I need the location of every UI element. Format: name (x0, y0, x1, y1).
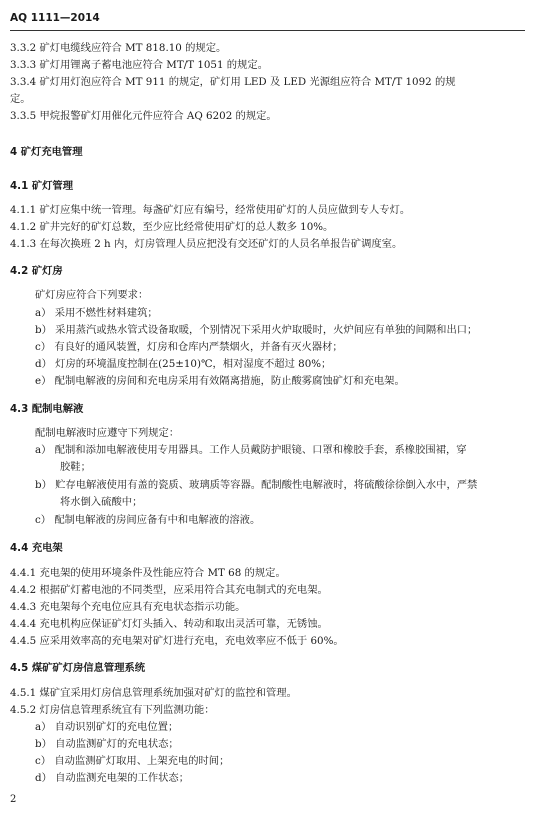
item-4-3-b-cont: 将水倒入硫酸中； (60, 496, 143, 508)
item-4-3-a-cont: 胶鞋； (60, 461, 91, 473)
clause-3-3-5: 3.3.5 甲烷报警矿灯用催化元件应符合 AQ 6202 的规定。 (10, 110, 277, 122)
clause-4-1-2: 4.1.2 矿井完好的矿灯总数，至少应比经常使用矿灯的总人数多 10%。 (10, 221, 334, 233)
item-4-3-a: a） 配制和添加电解液使用专用器具。工作人员戴防护眼镜、口罩和橡胶手套，系橡胶围裙，穿 (35, 444, 467, 456)
item-4-5-2-c: c） 自动监测矿灯取用、上架充电的时间； (35, 755, 230, 767)
item-4-2-a: a） 采用不燃性材料建筑； (35, 307, 158, 319)
clause-4-4-1: 4.4.1 充电架的使用环境条件及性能应符合 MT 68 的规定。 (10, 567, 286, 579)
clause-4-1-3: 4.1.3 在每次换班 2 h 内，灯房管理人员应把没有交还矿灯的人员名单报告矿调度室。 (10, 238, 403, 250)
clause-3-3-3: 3.3.3 矿灯用锂离子蓄电池应符合 MT/T 1051 的规定。 (10, 59, 268, 71)
item-4-2-e: e） 配制电解液的房间和充电房采用有效隔离措施，防止酸雾腐蚀矿灯和充电架。 (35, 375, 405, 387)
item-4-2-d: d） 灯房的环境温度控制在(25±10)℃，相对湿度不超过 80%； (35, 358, 332, 370)
item-4-3-b: b） 贮存电解液使用有盖的瓷质、玻璃质等容器。配制酸性电解液时，将硫酸徐徐倒入水中，严禁 (35, 479, 478, 491)
clause-3-3-4: 3.3.4 矿灯用灯泡应符合 MT 911 的规定，矿灯用 LED 及 LED 光源组应符合 MT/T 1092 的规 (10, 76, 456, 88)
clause-3-3-4-cont: 定。 (10, 93, 31, 105)
section-4-2-intro: 矿灯房应符合下列要求： (35, 289, 149, 301)
clause-4-5-2: 4.5.2 灯房信息管理系统宜有下列监测功能： (10, 704, 215, 716)
clause-4-1-1: 4.1.1 矿灯应集中统一管理。每盏矿灯应有编号，经常使用矿灯的人员应做到专人专灯。 (10, 204, 411, 216)
header-rule (10, 30, 525, 31)
standard-code: AQ 1111—2014 (10, 12, 100, 24)
item-4-2-b: b） 采用蒸汽或热水管式设备取暖，个别情况下采用火炉取暖时，火炉间应有单独的间隔和出口； (35, 324, 478, 336)
clause-4-4-3: 4.4.3 充电架每个充电位应具有充电状态指示功能。 (10, 601, 246, 613)
item-4-2-c: c） 有良好的通风装置，灯房和仓库内严禁烟火，并备有灭火器材； (35, 341, 343, 353)
clause-4-4-2: 4.4.2 根据矿灯蓄电池的不同类型，应采用符合其充电制式的充电架。 (10, 584, 328, 596)
clause-3-3-2: 3.3.2 矿灯电缆线应符合 MT 818.10 的规定。 (10, 42, 227, 54)
section-4-4-heading: 4.4 充电架 (10, 542, 63, 554)
clause-4-4-4: 4.4.4 充电机构应保证矿灯灯头插入、转动和取出灵活可靠，无锈蚀。 (10, 618, 328, 630)
section-4-1-heading: 4.1 矿灯管理 (10, 180, 74, 192)
section-4-3-intro: 配制电解液时应遵守下列规定： (35, 427, 180, 439)
page-number: 2 (10, 794, 17, 805)
clause-4-4-5: 4.4.5 应采用效率高的充电架对矿灯进行充电，充电效率应不低于 60%。 (10, 635, 344, 647)
section-4-3-heading: 4.3 配制电解液 (10, 403, 84, 415)
item-4-3-c: c） 配制电解液的房间应备有中和电解液的溶液。 (35, 514, 261, 526)
item-4-5-2-a: a） 自动识别矿灯的充电位置； (35, 721, 179, 733)
section-4-2-heading: 4.2 矿灯房 (10, 265, 63, 277)
item-4-5-2-d: d） 自动监测充电架的工作状态； (35, 772, 190, 784)
clause-4-5-1: 4.5.1 煤矿宜采用灯房信息管理系统加强对矿灯的监控和管理。 (10, 687, 297, 699)
item-4-5-2-b: b） 自动监测矿灯的充电状态； (35, 738, 179, 750)
section-4-5-heading: 4.5 煤矿矿灯房信息管理系统 (10, 662, 146, 674)
section-4-heading: 4 矿灯充电管理 (10, 146, 83, 158)
